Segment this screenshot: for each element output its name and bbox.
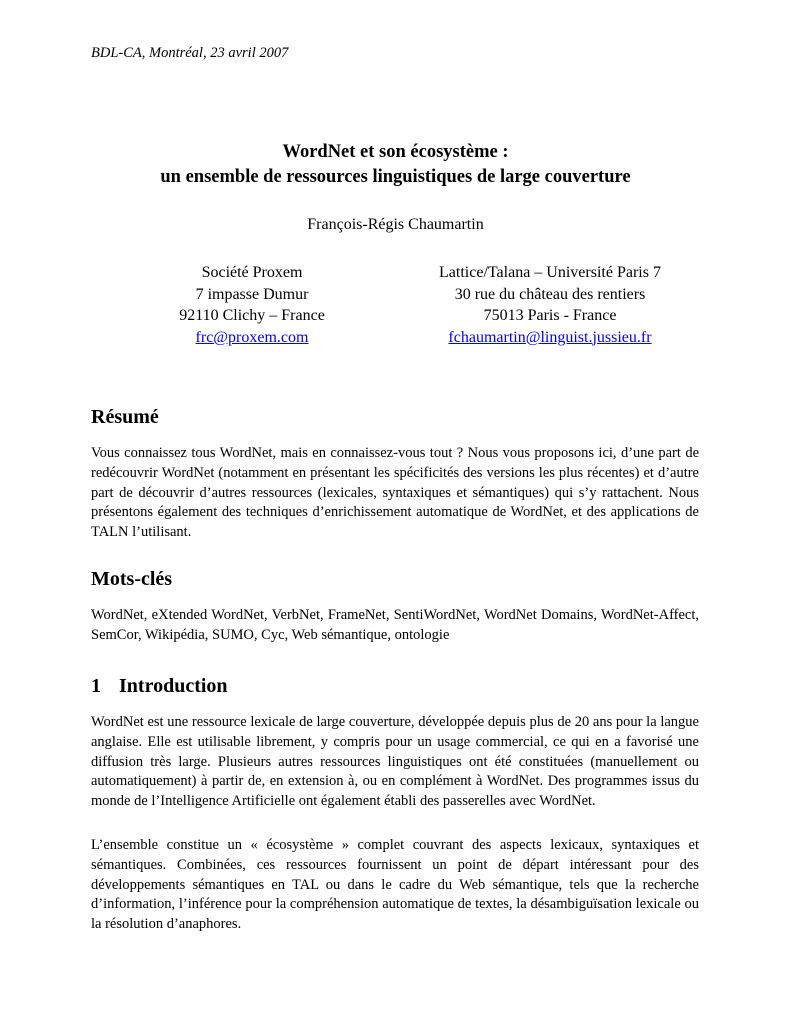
abstract-text: Vous connaissez tous WordNet, mais en connaissez-vous tout ? Nous vous proposons ici, d’une part de redécouvrir WordNet (notamment en présentant les spécificités des versions les plus récentes) et d’autre part de découvrir d’autres ressources (lexicales, syntaxiques et sémantiques) qui s’y rattachent. Nous présentons également des techniques d’enrichissement automatique de WordNet, et des applications de TALN l’utilisant.: [91, 445, 699, 541]
title-line-2: un ensemble de ressources linguistiques de large couverture: [160, 167, 631, 187]
affiliation-city: 75013 Paris - France: [483, 307, 617, 324]
affiliation-lattice: [410, 262, 690, 348]
affiliation-street: 7 impasse Dumur: [195, 285, 309, 303]
email-link-proxem[interactable]: frc@proxem.com: [195, 328, 309, 346]
keywords-text: WordNet, eXtended WordNet, VerbNet, FrameNet, SentiWordNet, WordNet Domains, WordNet-Affect, SemCor, Wikipédia, SUMO, Cyc, Web sémantique, ontologie: [91, 607, 699, 643]
intro-paragraph-1: WordNet est une ressource lexicale de large couverture, développée depuis plus de 20 ans pour la langue anglaise. Elle est utilisable librement, y compris pour un usage commercial, ce qui en a favorisé une diffusion très large. Plusieurs autres ressources linguistiques ont été constituées (manuellement ou automatiquement) à partir de, en extension à, ou en complément à WordNet. Des programmes issus du monde de l’Intelligence Artificielle ont également établi des passerelles avec WordNet.: [91, 714, 699, 810]
title-line-1: WordNet et son écosystème :: [282, 142, 509, 162]
running-head: BDL-CA, Montréal, 23 avril 2007: [91, 45, 289, 61]
author-name: François-Régis Chaumartin: [307, 216, 484, 233]
email-link-jussieu[interactable]: fchaumartin@linguist.jussieu.fr: [448, 328, 652, 346]
abstract-heading: Résumé: [91, 406, 159, 428]
section-number: 1: [91, 675, 101, 697]
intro-paragraph-2: L’ensemble constitue un « écosystème » complet couvrant des aspects lexicaux, syntaxiques et sémantiques. Combinées, ces ressources fournissent un point de départ intéressant pour des développements sémantiques en TAL ou dans le cadre du Web sémantique, tels que la recherche d’information, l’inférence pour la compréhension automatique de textes, la désambiguïsation lexicale ou la résolution d’anaphores.: [91, 837, 699, 933]
affiliation-proxem: [142, 262, 362, 348]
affiliation-org: Société Proxem: [201, 264, 303, 281]
affiliation-org: Lattice/Talana – Université Paris 7: [439, 264, 661, 281]
section-title: Introduction: [119, 675, 228, 697]
introduction-heading: [91, 675, 228, 698]
affiliation-city: 92110 Clichy – France: [179, 307, 325, 324]
affiliation-street: 30 rue du château des rentiers: [454, 285, 646, 303]
paper-title: [0, 140, 791, 190]
keywords-heading: Mots-clés: [91, 568, 173, 590]
